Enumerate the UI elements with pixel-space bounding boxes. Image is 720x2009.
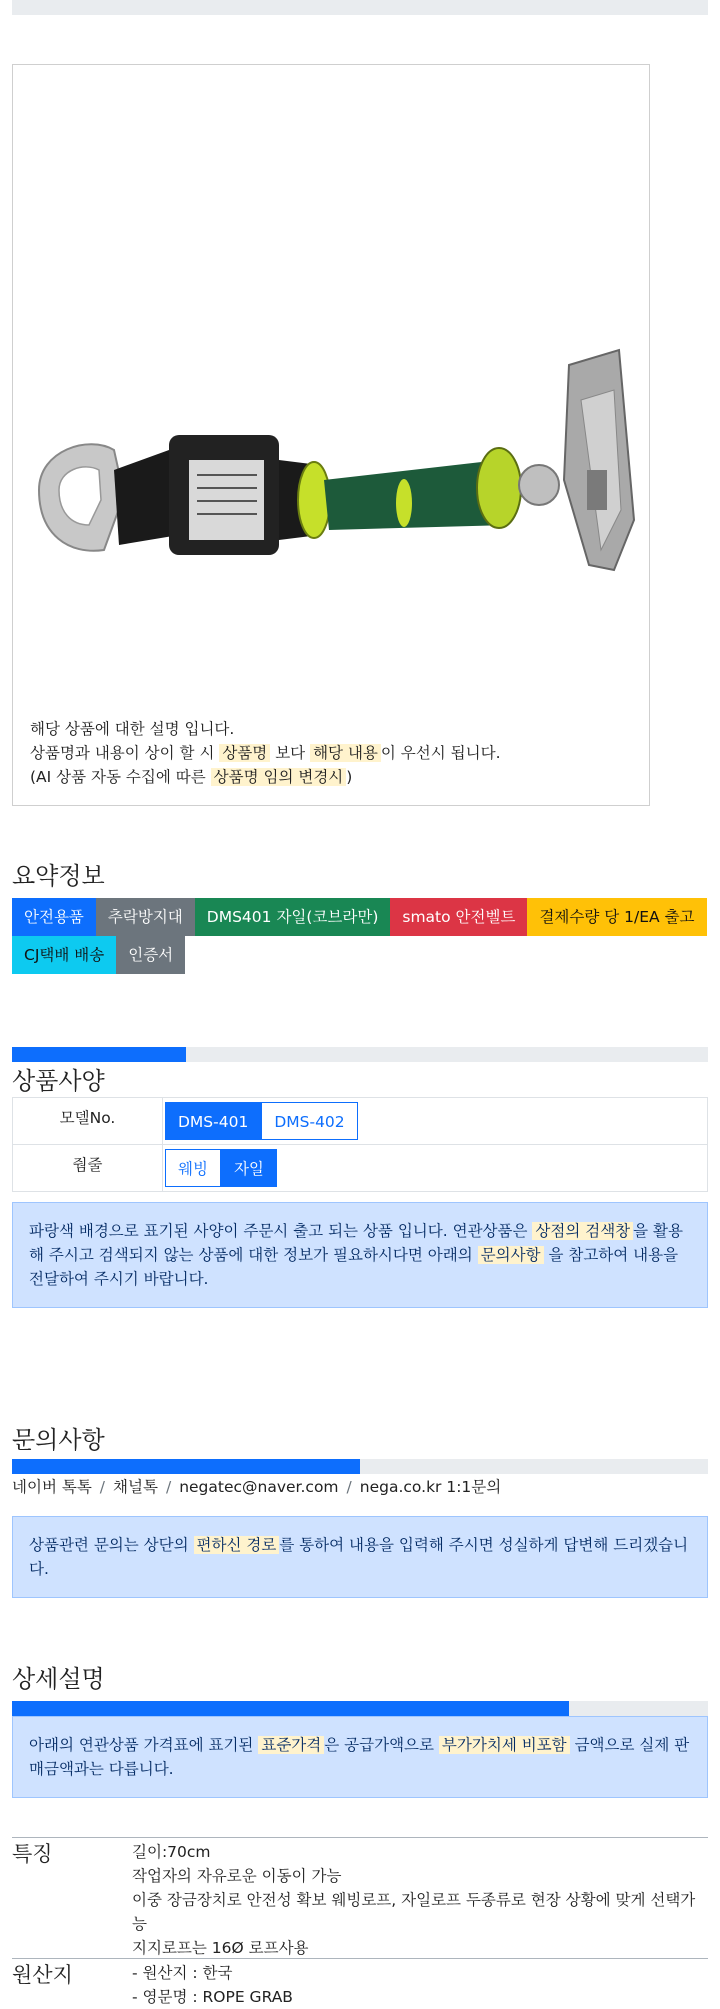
feature-line: 길이:70cm <box>132 1843 211 1861</box>
inquiry-title: 문의사항 <box>12 1426 105 1454</box>
separator: / <box>346 1478 352 1496</box>
chip-certificate[interactable]: 인증서 <box>116 936 185 974</box>
summary-progress <box>12 1047 708 1062</box>
option-dms-401[interactable]: DMS-401 <box>165 1102 261 1140</box>
notice-text: 을 활용해 주시고 검색되지 않는 상품에 대한 정보가 필요하시다면 아래의 <box>29 1222 684 1264</box>
notice-highlight: 편하신 경로 <box>194 1536 280 1554</box>
feature-values <box>132 1961 708 2009</box>
notice-highlight: 부가가치세 비포함 <box>439 1736 570 1754</box>
detail-title: 상세설명 <box>12 1665 105 1693</box>
notice-text: 을 참고하여 내용을 전달하여 주시기 바랍니다. <box>29 1246 679 1288</box>
feature-line: - 영문명 : ROPE GRAB <box>132 1988 293 2006</box>
inquiry-notice <box>12 1516 708 1598</box>
feature-line: 지지로프는 16Ø 로프사용 <box>132 1939 309 1957</box>
spec-notice <box>12 1202 708 1308</box>
option-rope[interactable]: 자일 <box>221 1149 277 1187</box>
feature-values <box>132 1840 708 1960</box>
product-description <box>30 717 501 789</box>
feature-key: 특징 <box>12 1842 53 1866</box>
spec-options-model <box>163 1098 708 1145</box>
chip-brand[interactable]: smato 안전벨트 <box>390 898 527 936</box>
notice-text: 상품관련 문의는 상단의 <box>29 1536 194 1554</box>
feature-line: 이중 장금장치로 안전성 확보 웨빙로프, 자일로프 두종류로 현장 상황에 맞게 선택가능 <box>132 1891 696 1933</box>
separator: / <box>165 1478 172 1496</box>
notice-highlight: 문의사항 <box>478 1246 544 1264</box>
option-webbing[interactable]: 웨빙 <box>165 1149 221 1187</box>
separator: / <box>99 1478 106 1496</box>
detail-progress-fill <box>12 1701 569 1716</box>
feature-row-origin <box>12 1958 708 2006</box>
option-dms-402[interactable]: DMS-402 <box>261 1102 357 1140</box>
desc-text: 상품명과 내용이 상이 할 시 <box>30 744 220 762</box>
spec-table <box>12 1097 708 1192</box>
rope-grab-product-image <box>29 320 649 660</box>
feature-key: 원산지 <box>12 1963 73 1987</box>
spec-options-rope <box>163 1145 708 1192</box>
product-image-card <box>12 64 650 806</box>
spec-title: 상품사양 <box>12 1067 105 1095</box>
notice-text: 금액으로 실제 판매금액과는 다릅니다. <box>29 1736 690 1778</box>
contact-naver-talk[interactable]: 네이버 톡톡 <box>12 1478 92 1496</box>
desc-highlight: 상품명 <box>219 744 270 762</box>
inquiry-progress-fill <box>12 1459 360 1474</box>
summary-chips <box>12 898 708 974</box>
desc-line-1: 해당 상품에 대한 설명 입니다. <box>30 720 235 738</box>
contact-site-inquiry[interactable]: nega.co.kr 1:1문의 <box>359 1478 502 1496</box>
notice-text: 파랑색 배경으로 표기된 사양이 주문시 출고 되는 상품 입니다. 연관상품은 <box>29 1222 533 1240</box>
feature-line: 작업자의 자유로운 이동이 가능 <box>132 1867 342 1885</box>
chip-category[interactable]: 안전용품 <box>12 898 96 936</box>
spec-label-rope: 줨줄 <box>13 1145 163 1192</box>
chip-shipping-quantity[interactable]: 결제수량 당 1/EA 출고 <box>527 898 706 936</box>
desc-text: (AI 상품 자동 수집에 따른 <box>30 768 211 786</box>
desc-text: 이 우선시 됩니다. <box>380 744 501 762</box>
spec-row-rope <box>13 1145 708 1192</box>
desc-highlight: 해당 내용 <box>310 744 381 762</box>
notice-text: 아래의 연관상품 가격표에 표기된 <box>29 1736 259 1754</box>
notice-highlight: 표준가격 <box>258 1736 324 1754</box>
inquiry-progress <box>12 1459 708 1474</box>
spec-row-model <box>13 1098 708 1145</box>
feature-line: - 원산지 : 한국 <box>132 1964 233 1982</box>
desc-line-3 <box>30 765 501 789</box>
chip-product[interactable]: DMS401 자일(코브라만) <box>195 898 391 936</box>
top-progress-bar <box>12 0 708 15</box>
feature-row-characteristics <box>12 1837 708 1958</box>
contact-email[interactable]: negatec@naver.com <box>179 1478 339 1496</box>
notice-highlight: 상점의 검색창 <box>532 1222 633 1240</box>
chip-subcategory[interactable]: 추락방지대 <box>96 898 195 936</box>
contact-links <box>12 1475 501 1497</box>
desc-line-2 <box>30 741 501 765</box>
chip-delivery[interactable]: CJ택배 배송 <box>12 936 116 974</box>
contact-channel-talk[interactable]: 채널톡 <box>113 1478 158 1496</box>
summary-progress-fill <box>12 1047 186 1062</box>
desc-text: ) <box>346 768 353 786</box>
desc-text: 보다 <box>270 744 311 762</box>
detail-notice <box>12 1716 708 1798</box>
summary-title: 요약정보 <box>12 862 105 890</box>
spec-label-model: 모델No. <box>13 1098 163 1145</box>
desc-highlight: 상품명 임의 변경시 <box>211 768 347 786</box>
notice-text: 은 공급가액으로 <box>324 1736 439 1754</box>
notice-text: 를 통하여 내용을 입력해 주시면 성실하게 답변해 드리겠습니다. <box>29 1536 689 1578</box>
detail-progress <box>12 1701 708 1716</box>
